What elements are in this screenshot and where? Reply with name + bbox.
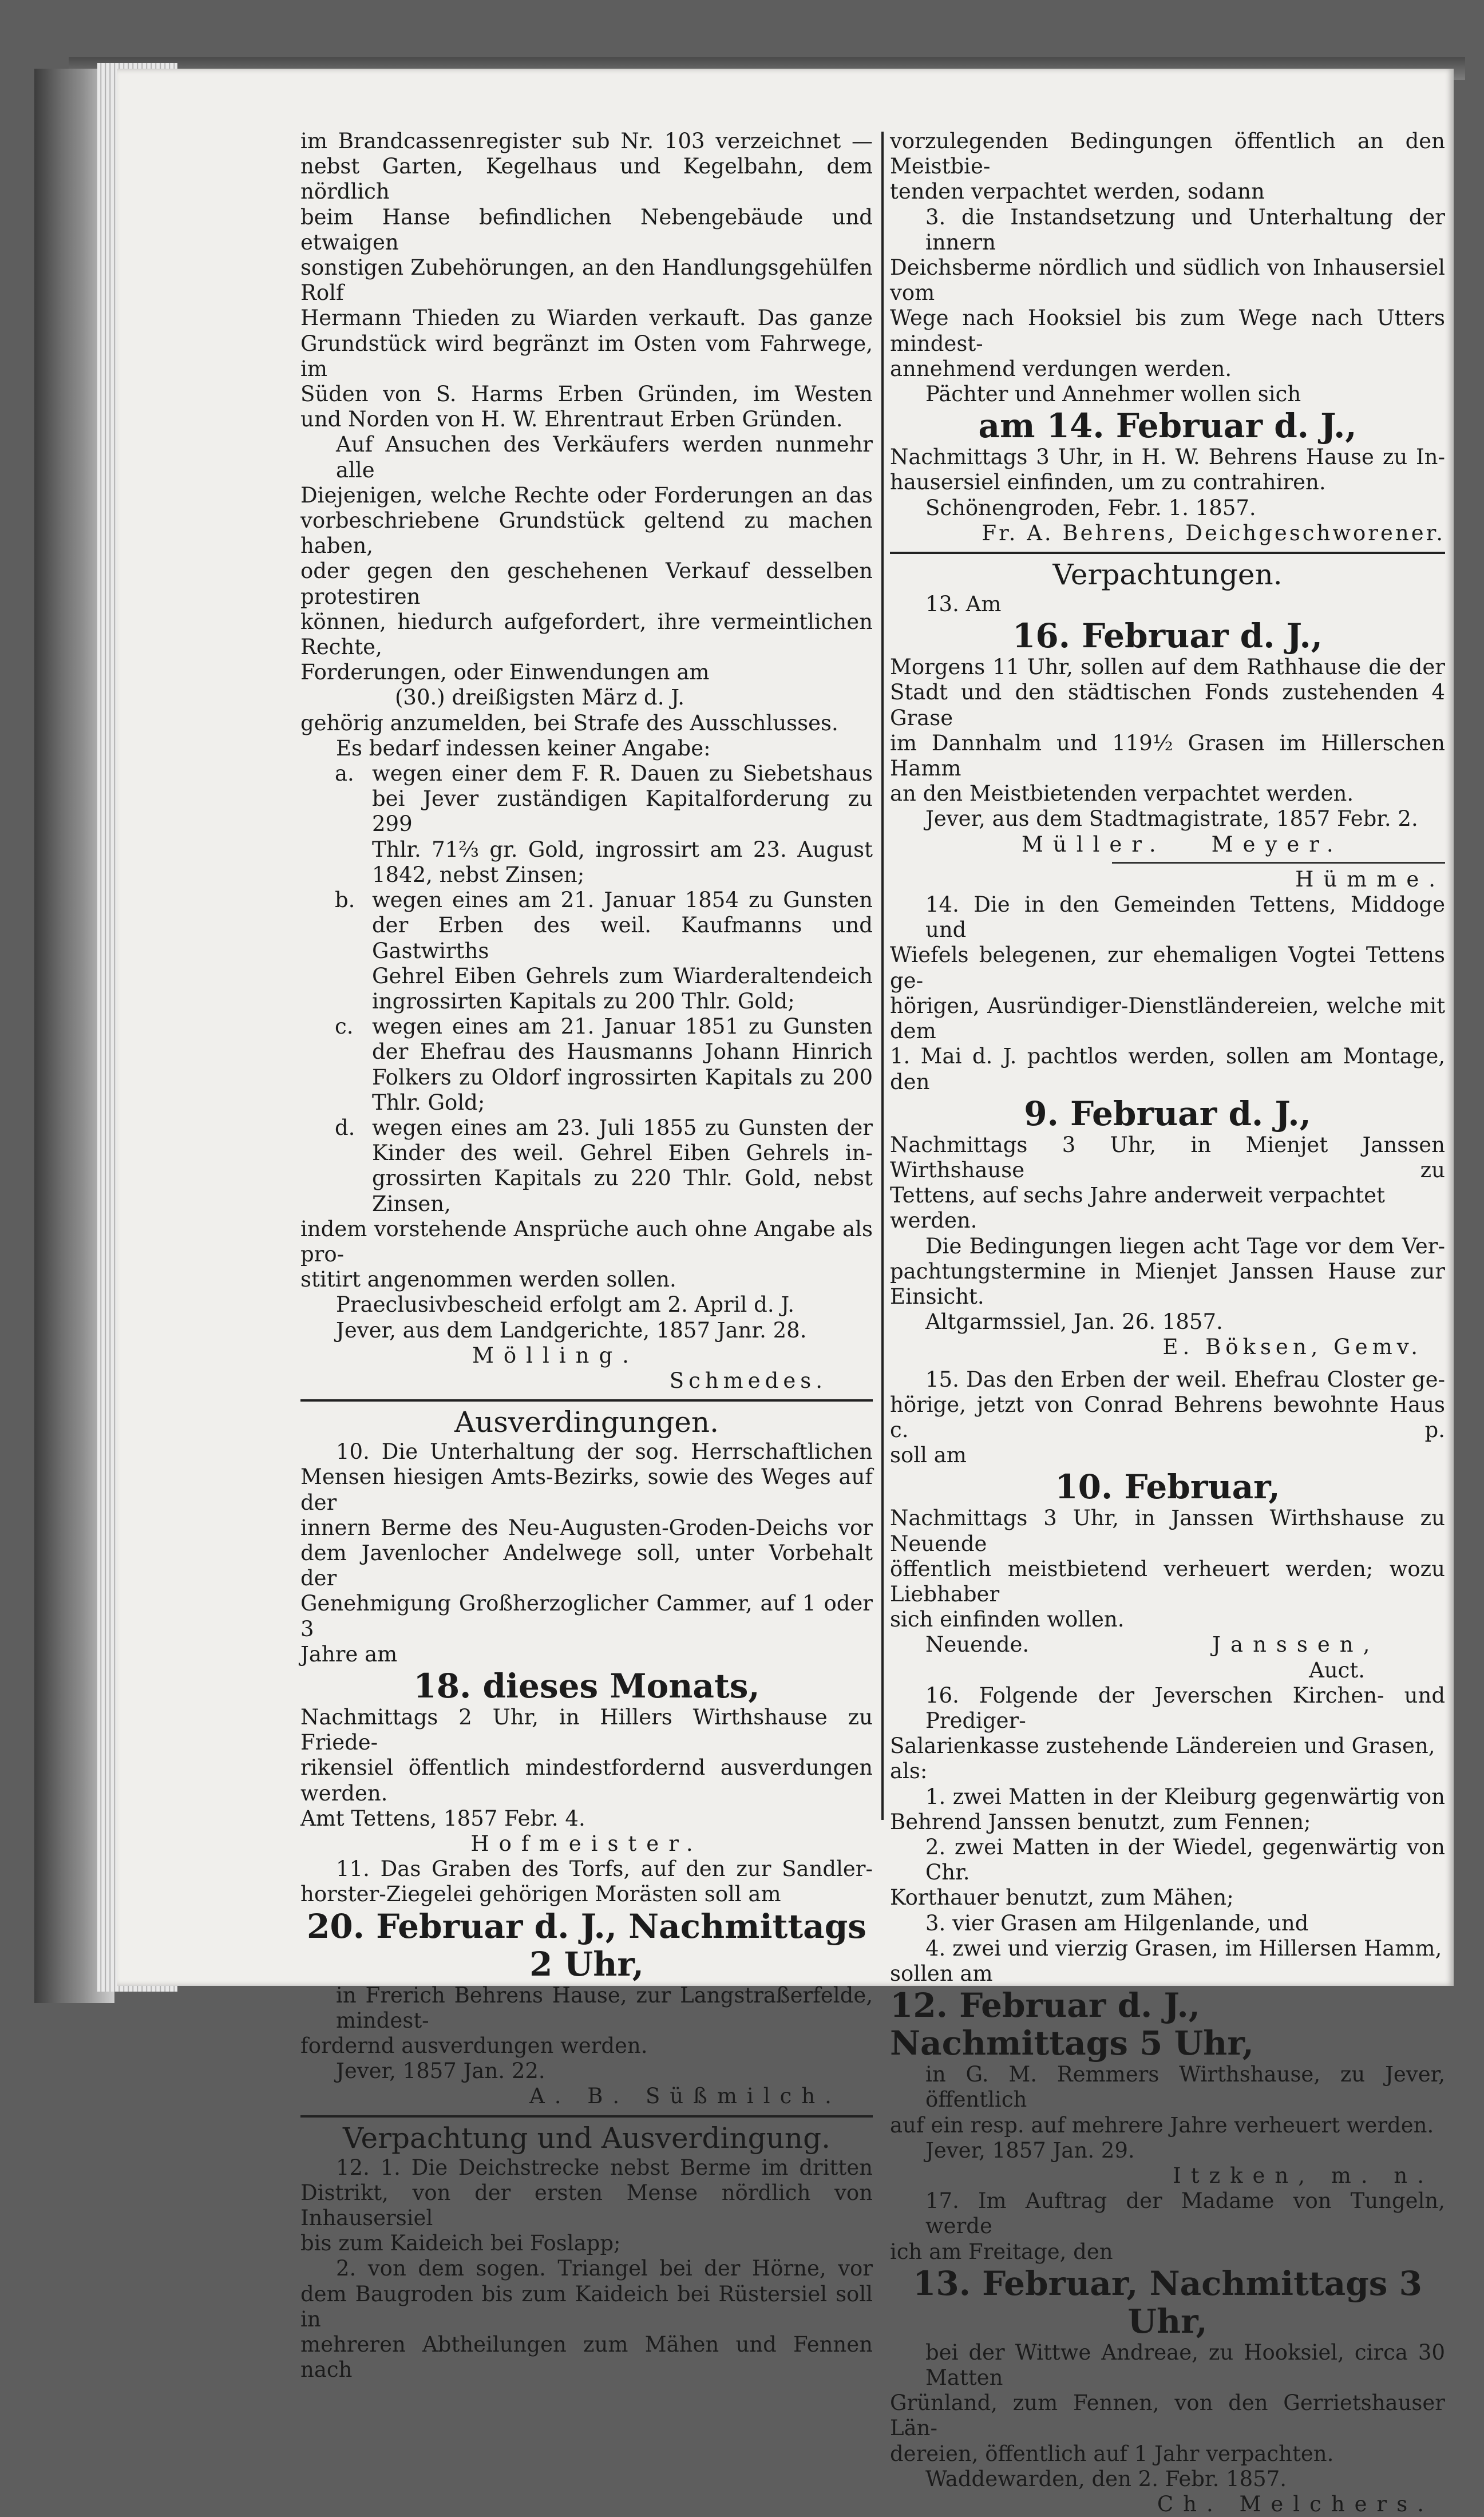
- short-rule: [1112, 862, 1445, 864]
- text-line: tenden verpachtet werden, sodann: [890, 179, 1265, 204]
- column-divider: [881, 132, 884, 1820]
- text-line: Auf Ansuchen des Verkäufers werden nunmehr alle: [336, 432, 873, 482]
- text-line: Waddewarden, den 2. Febr. 1857.: [925, 2466, 1287, 2491]
- text-line: dereien, öffentlich auf 1 Jahr verpachten.: [890, 2441, 1334, 2466]
- text-line: der Erben des weil. Kaufmanns und Gastwirths: [372, 913, 873, 963]
- text-line: Salarienkasse zustehende Ländereien und Grasen, als:: [890, 1734, 1435, 1784]
- signature: Meyer.: [1211, 832, 1343, 857]
- list-item: 2. zwei Matten in der Wiedel, gegenwärtig von Chr.: [925, 1834, 1445, 1885]
- text-line: öffentlich meistbietend verheuert werden; wozu Liebhaber: [890, 1556, 1445, 1606]
- text-line: ich am Freitage, den: [890, 2239, 1113, 2264]
- signature: Janssen,: [1212, 1632, 1380, 1657]
- text-line: der Ehefrau des Hausmanns Johann Hinrich: [372, 1039, 873, 1064]
- text-line: Distrikt, von der ersten Mense nördlich von Inhausersiel: [300, 2180, 873, 2231]
- list-item: [300, 1115, 873, 1217]
- text-line: Jever, aus dem Stadtmagistrate, 1857 Febr. 2.: [925, 806, 1418, 832]
- text-line: Amt Tettens, 1857 Febr. 4.: [300, 1806, 585, 1831]
- text-line: Jever, 1857 Jan. 29.: [925, 2138, 1135, 2163]
- text-line: Wiefels belegenen, zur ehemaligen Vogtei Tettens ge-: [890, 943, 1445, 993]
- text-line: auf ein resp. auf mehrere Jahre verheuert werden.: [890, 2112, 1434, 2138]
- text-line: ingrossirten Kapitals zu 200 Thlr. Gold;: [372, 988, 795, 1014]
- list-item: [300, 1014, 873, 1115]
- item-mark: a.: [335, 761, 354, 786]
- text-line: horster-Ziegelei gehörigen Morästen soll am: [300, 1882, 781, 1907]
- text-line: Gehrel Eiben Gehrels zum Wiarderaltendeich: [372, 963, 873, 988]
- text-line: 12. 1. Die Deichstrecke nebst Berme im dritten: [336, 2155, 873, 2180]
- text-line: Pächter und Annehmer wollen sich: [925, 382, 1301, 407]
- text-line: innern Berme des Neu-Augusten-Groden-Deichs vor: [300, 1515, 873, 1540]
- text-line: stitirt angenommen werden sollen.: [300, 1267, 676, 1292]
- item-mark: c.: [335, 1014, 354, 1039]
- text-line: Zinsen,: [372, 1191, 451, 1216]
- signature: Auct.: [1309, 1657, 1365, 1683]
- text-line: Die Bedingungen liegen acht Tage vor dem Ver-: [925, 1233, 1445, 1259]
- text-line: Tettens, auf sechs Jahre anderweit verpachtet werden.: [890, 1183, 1385, 1233]
- text-line: Genehmigung Großherzoglicher Cammer, auf 1 oder 3: [300, 1591, 873, 1641]
- text-line: Nachmittags 3 Uhr, in H. W. Behrens Hause zu In-: [890, 445, 1445, 470]
- text-line: und Norden von H. W. Ehrentraut Erben Gründen.: [300, 407, 843, 432]
- text-line: Jever, 1857 Jan. 22.: [336, 2059, 545, 2084]
- text-line: im Dannhalm und 119½ Grasen im Hillerschen Hamm: [890, 730, 1445, 781]
- section-rule: [890, 552, 1445, 554]
- text-line: 2. von dem sogen. Triangel bei der Hörne, vor: [336, 2256, 873, 2281]
- text-line: können, hiedurch aufgefordert, ihre vermeintlichen Rechte,: [300, 609, 873, 660]
- text-line: Nachmittags 2 Uhr, in Hillers Wirthshause zu Friede-: [300, 1704, 873, 1755]
- text-line: oder gegen den geschehenen Verkauf desselben protestiren: [300, 559, 873, 609]
- signature: Hümme.: [1295, 866, 1445, 892]
- date-heading: 13. Februar, Nachmittags 3 Uhr,: [913, 2263, 1422, 2341]
- date-heading: am 14. Februar d. J.,: [978, 406, 1357, 446]
- date-heading: 16. Februar d. J.,: [1012, 616, 1323, 656]
- text-line: Süden von S. Harms Erben Gründen, im Westen: [300, 382, 873, 407]
- text-line: 15. Das den Erben der weil. Ehefrau Closter ge-: [925, 1367, 1445, 1392]
- text-line: indem vorstehende Ansprüche auch ohne Angabe als pro-: [300, 1216, 873, 1267]
- text-line: hörigen, Ausründiger-Dienstländereien, welche mit dem: [890, 993, 1445, 1044]
- text-line: Altgarmssiel, Jan. 26. 1857.: [925, 1309, 1223, 1335]
- signature: A. B. Süßmilch.: [529, 2084, 841, 2109]
- text-line: im Brandcassenregister sub Nr. 103 verzeichnet —: [300, 129, 873, 153]
- text-line: vorbeschriebene Grundstück geltend zu machen haben,: [300, 508, 873, 559]
- text-line: wegen eines am 21. Januar 1851 zu Gunsten: [372, 1014, 873, 1039]
- date-heading: 10. Februar,: [1055, 1467, 1280, 1507]
- text-line: Folkers zu Oldorf ingrossirten Kapitals zu 200: [372, 1064, 873, 1090]
- text-line: Jever, aus dem Landgerichte, 1857 Janr. 28.: [336, 1317, 807, 1343]
- text-line: Diejenigen, welche Rechte oder Forderungen an das: [300, 482, 873, 508]
- text-line: 17. Im Auftrag der Madame von Tungeln, werde: [925, 2188, 1445, 2239]
- signature: Fr. A. Behrens, Deichgeschworener.: [982, 520, 1445, 545]
- text-line: Thlr. 71⅔ gr. Gold, ingrossirt am 23. August: [372, 837, 873, 862]
- text-line: beim Hanse befindlichen Nebengebäude und etwaigen: [300, 204, 873, 255]
- text-line: nebst Garten, Kegelhaus und Kegelbahn, dem nördlich: [300, 154, 873, 204]
- text-line: in G. M. Remmers Wirthshause, zu Jever, öffentlich: [925, 2062, 1445, 2112]
- text-line: Nachmittags 3 Uhr, in Mienjet Janssen Wirthshause zu: [890, 1132, 1445, 1182]
- text-line: 1842, nebst Zinsen;: [372, 862, 585, 887]
- date-heading: 12. Februar d. J., Nachmittags 5 Uhr,: [890, 1986, 1254, 2063]
- text-line: Kinder des weil. Gehrel Eiben Gehrels in-: [372, 1141, 873, 1166]
- date-heading: 18. dieses Monats,: [413, 1666, 760, 1705]
- text-line: Grundstück wird begränzt im Osten vom Fahrwege, im: [300, 331, 873, 381]
- list-item: 4. zwei und vierzig Grasen, im Hillersen Hamm,: [925, 1936, 1442, 1961]
- text-line: 3. die Instandsetzung und Unterhaltung der innern: [925, 204, 1445, 255]
- list-item: [300, 761, 873, 888]
- section-heading: Verpachtungen.: [1052, 558, 1283, 592]
- date-heading: 20. Februar d. J., Nachmittags 2 Uhr,: [307, 1906, 866, 1984]
- text-line: Thlr. Gold;: [372, 1090, 485, 1115]
- text-line: dem Javenlocher Andelwege soll, unter Vorbehalt der: [300, 1540, 873, 1591]
- text-line: Grünland, zum Fennen, von den Gerrietshauser Län-: [890, 2391, 1445, 2441]
- text-line: Mensen hiesigen Amts-Bezirks, sowie des Weges auf der: [300, 1465, 873, 1515]
- text-line: Es bedarf indessen keiner Angabe:: [336, 735, 711, 761]
- land-list: [890, 1784, 1445, 1961]
- text-line: Praeclusivbescheid erfolgt am 2. April d. J.: [336, 1292, 795, 1317]
- text-line: bei Jever zuständigen Kapitalforderung zu 299: [372, 786, 873, 837]
- date-heading: 9. Februar d. J.,: [1024, 1094, 1311, 1133]
- signature: Mölling.: [472, 1343, 639, 1368]
- text-line: 10. Die Unterhaltung der sog. Herrschaftlichen: [336, 1439, 873, 1465]
- text-line: 13. Am: [925, 592, 1002, 617]
- text-line: Deichsberme nördlich und südlich von Inhausersiel vom: [890, 255, 1445, 306]
- text-line: pachtungstermine in Mienjet Janssen Hause zur Einsicht.: [890, 1259, 1445, 1309]
- signature: Hofmeister.: [470, 1831, 703, 1856]
- text-line: Hermann Thieden zu Wiarden verkauft. Das ganze: [300, 306, 873, 331]
- text-line: wegen eines am 23. Juli 1855 zu Gunsten der: [372, 1115, 873, 1140]
- right-column: [890, 129, 1445, 2517]
- claims-list: [300, 761, 873, 1217]
- text-line: an den Meistbietenden verpachtet werden.: [890, 781, 1354, 806]
- text-line: hörige, jetzt von Conrad Behrens bewohnte Haus c. p.: [890, 1392, 1445, 1442]
- signature: Ch. Melchers.: [1157, 2492, 1434, 2517]
- list-item: Korthauer benutzt, zum Mähen;: [890, 1885, 1234, 1910]
- section-heading: Verpachtung und Ausverdingung.: [343, 2121, 830, 2155]
- signature: Schmedes.: [669, 1368, 827, 1393]
- deadline-date: (30.) dreißigsten März d. J.: [395, 685, 684, 710]
- list-item: [300, 888, 873, 1014]
- text-line: bei der Wittwe Andreae, zu Hooksiel, circa 30 Matten: [925, 2340, 1445, 2391]
- section-rule: [300, 2115, 873, 2118]
- text-line: fordernd ausverdungen werden.: [300, 2033, 648, 2059]
- text-line: Stadt und den städtischen Fonds zustehenden 4 Grase: [890, 680, 1445, 730]
- text-line: Schönengroden, Febr. 1. 1857.: [925, 495, 1256, 520]
- text-line: annehmend verdungen werden.: [890, 356, 1232, 381]
- text-line: Wege nach Hooksiel bis zum Wege nach Utters mindest-: [890, 306, 1445, 356]
- text-line: 16. Folgende der Jeverschen Kirchen- und Prediger-: [925, 1683, 1445, 1733]
- text-line: in Frerich Behrens Hause, zur Langstraßerfelde, mindest-: [336, 1982, 873, 2033]
- text-line: bis zum Kaideich bei Foslapp;: [300, 2231, 621, 2256]
- text-line: soll am: [890, 1443, 967, 1468]
- signature: Müller.: [1022, 832, 1166, 857]
- text-line: mehreren Abtheilungen zum Mähen und Fennen nach: [300, 2332, 873, 2383]
- item-mark: d.: [335, 1115, 355, 1140]
- text-line: dem Baugroden bis zum Kaideich bei Rüstersiel soll in: [300, 2281, 873, 2332]
- item-mark: b.: [335, 888, 355, 913]
- text-line: rikensiel öffentlich mindestfordernd ausverdungen werden.: [300, 1755, 873, 1806]
- text-line: sollen am: [890, 1961, 993, 1986]
- list-item: Behrend Janssen benutzt, zum Fennen;: [890, 1809, 1311, 1834]
- text-line: gehörig anzumelden, bei Strafe des Ausschlusses.: [300, 710, 838, 735]
- text-line: wegen einer dem F. R. Dauen zu Siebetshaus: [372, 761, 873, 786]
- text-line: 1. Mai d. J. pachtlos werden, sollen am Montage, den: [890, 1044, 1445, 1094]
- text-line: Morgens 11 Uhr, sollen auf dem Rathhause die der: [890, 655, 1445, 680]
- text-line: grossirten Kapitals zu 220 Thlr. Gold, nebst: [372, 1166, 873, 1191]
- signature: Itzken, m. n.: [1173, 2163, 1434, 2188]
- text-line: wegen eines am 21. Januar 1854 zu Gunsten: [372, 888, 873, 913]
- text-line: 14. Die in den Gemeinden Tettens, Middoge und: [925, 892, 1445, 943]
- text-line: sich einfinden wollen.: [890, 1607, 1125, 1632]
- text-line: hausersiel einfinden, um zu contrahiren.: [890, 470, 1326, 495]
- text-line: sonstigen Zubehörungen, an den Handlungsgehülfen Rolf: [300, 255, 873, 306]
- text-line: 11. Das Graben des Torfs, auf den zur Sandler-: [336, 1857, 873, 1882]
- signature: E. Böksen, Gemv.: [1162, 1335, 1422, 1360]
- text-line: Neuende.: [925, 1632, 1030, 1657]
- text-line: vorzulegenden Bedingungen öffentlich an den Meistbie-: [890, 129, 1445, 179]
- text-line: Jahre am: [300, 1641, 398, 1667]
- section-rule: [300, 1399, 873, 1402]
- section-heading: Ausverdingungen.: [454, 1406, 719, 1439]
- list-item: 1. zwei Matten in der Kleiburg gegenwärtig von: [925, 1784, 1445, 1809]
- text-line: Forderungen, oder Einwendungen am: [300, 660, 710, 685]
- list-item: 3. vier Grasen am Hilgenlande, und: [925, 1910, 1309, 1936]
- text-line: Nachmittags 3 Uhr, in Janssen Wirthshause zu Neuende: [890, 1506, 1445, 1556]
